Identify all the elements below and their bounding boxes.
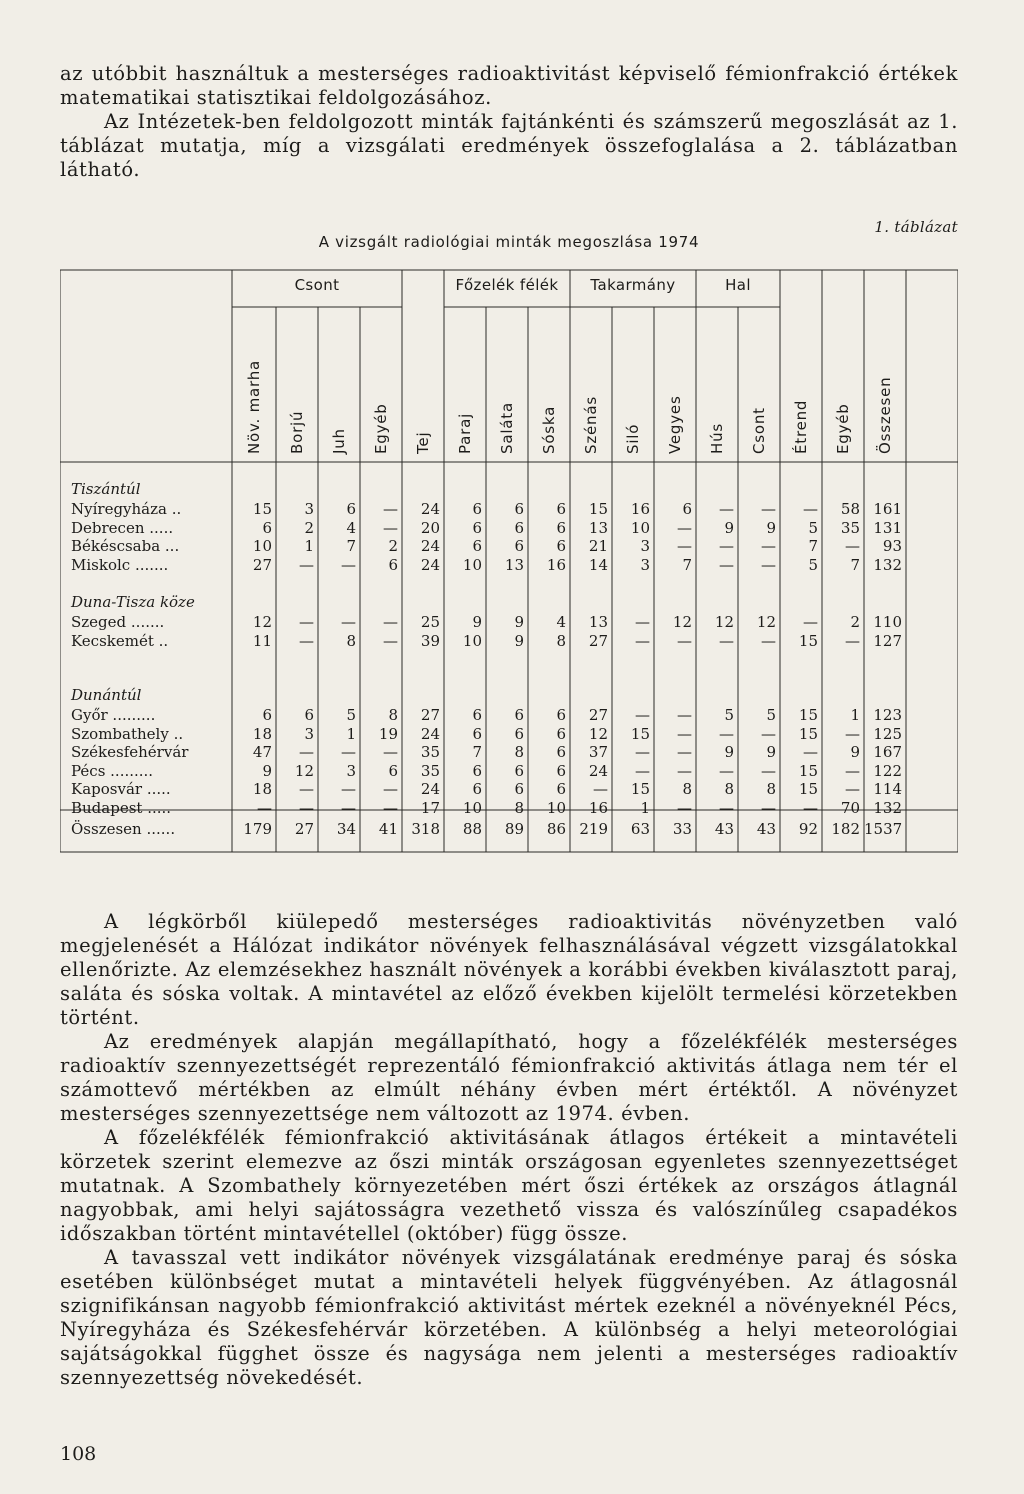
table-cell: 9	[724, 743, 734, 761]
table-cell: 6	[472, 537, 482, 555]
column-heading: Sóska	[540, 405, 558, 454]
table-cell: 12	[588, 724, 608, 743]
table-cell: —	[341, 798, 356, 817]
table-cell: —	[383, 743, 398, 761]
table-cell: —	[635, 613, 650, 631]
table-cell: —	[761, 631, 776, 650]
table-cell: —	[677, 798, 692, 817]
table-cell: 15	[798, 724, 818, 743]
table-cell: 125	[873, 724, 902, 743]
table-cell: —	[845, 537, 860, 555]
table-cell: 6	[682, 500, 692, 518]
table-cell: 10	[546, 798, 566, 817]
table-cell: 16	[588, 798, 608, 817]
table-cell: —	[719, 798, 734, 817]
table-cell: —	[635, 743, 650, 761]
table-cell: —	[383, 798, 398, 817]
table-cell: —	[719, 724, 734, 743]
table-cell: 6	[472, 518, 482, 537]
table-cell: —	[341, 613, 356, 631]
table-cell: —	[845, 631, 860, 650]
table-cell: 17	[420, 798, 440, 817]
table-cell: 10	[630, 518, 650, 537]
table-cell: —	[593, 780, 608, 798]
table-cell: —	[257, 798, 272, 817]
table-cell: 1537	[864, 820, 903, 838]
table-cell: 58	[840, 500, 860, 518]
table-cell: 167	[873, 743, 902, 761]
column-heading: Összesen	[876, 376, 894, 454]
table-cell: 12	[714, 613, 734, 631]
table-cell: 6	[388, 555, 398, 574]
table-cell: —	[761, 537, 776, 555]
row-label: Székesfehérvár	[71, 743, 189, 761]
table-cell: 11	[252, 631, 272, 650]
table-number: 1. táblázat	[874, 218, 958, 236]
table-cell: 6	[514, 724, 524, 743]
table-cell: —	[677, 761, 692, 780]
table-cell: 27	[588, 706, 608, 724]
table-cell: 7	[808, 537, 818, 555]
column-heading: Vegyes	[666, 395, 684, 454]
table-cell: 15	[798, 780, 818, 798]
table-cell: —	[635, 706, 650, 724]
table-cell: 6	[346, 500, 356, 518]
intro-paragraph-2: Az Intézetek-ben feldolgozott minták fajtánkénti és számszerű megoszlását az 1. táblázat mutatja, míg a vizsgálati eredmények összefoglalása a 2. táblázatban látható.	[60, 110, 958, 181]
table-cell: —	[719, 761, 734, 780]
table-cell: —	[719, 555, 734, 574]
table-cell: 13	[588, 518, 608, 537]
table-cell: 27	[252, 555, 272, 574]
table-cell: —	[383, 613, 398, 631]
table-cell: 7	[472, 743, 482, 761]
table-cell: 5	[346, 706, 356, 724]
table-cell: 4	[556, 613, 566, 631]
table-cell: 27	[588, 631, 608, 650]
table-cell: 6	[556, 500, 566, 518]
column-heading: Egyéb	[834, 403, 852, 454]
table-cell: 18	[252, 724, 272, 743]
table-cell: 6	[514, 500, 524, 518]
table-cell: 6	[514, 780, 524, 798]
table-cell: 8	[346, 631, 356, 650]
table-cell: 6	[472, 761, 482, 780]
table-cell: 24	[420, 724, 440, 743]
table-cell: 33	[672, 820, 692, 838]
table-cell: 9	[514, 613, 524, 631]
table-cell: 6	[304, 706, 314, 724]
table-cell: 15	[588, 500, 608, 518]
table-cell: 1	[850, 706, 860, 724]
table-cell: 6	[556, 780, 566, 798]
table-cell: 6	[472, 706, 482, 724]
group-heading: Csont	[294, 276, 340, 294]
table-cell: 35	[420, 761, 440, 780]
table-cell: 318	[411, 820, 440, 838]
table-cell: —	[803, 798, 818, 817]
row-label: Debrecen .....	[71, 518, 174, 537]
table-cell: 20	[420, 518, 440, 537]
column-heading: Borjú	[288, 410, 306, 454]
table-cell: 14	[588, 555, 608, 574]
table-cell: —	[845, 724, 860, 743]
table-cell: 6	[262, 518, 272, 537]
column-heading: Tej	[414, 431, 432, 454]
table-cell: 2	[850, 613, 860, 631]
table-cell: 7	[682, 555, 692, 574]
column-heading: Saláta	[498, 402, 516, 454]
table-cell: 132	[873, 798, 902, 817]
body-paragraph-1: A légkörből kiülepedő mesterséges radioaktivitás növényzetben való megjelenését a Hálózat indikátor növények felhasználásával végzett vizsgálatokkal ellenőrizte. Az elemzésekhez használt növények a korábbi években kiválasztott paraj, saláta és sóska voltak. A mintavétel az előző években kijelölt termelési körzetekben történt.	[60, 910, 958, 1029]
table-cell: —	[383, 518, 398, 537]
table-cell: 2	[388, 537, 398, 555]
table-cell: —	[761, 500, 776, 518]
table-cell: —	[761, 724, 776, 743]
group-heading: Takarmány	[590, 276, 676, 294]
table-cell: 35	[840, 518, 860, 537]
table-cell: 8	[514, 798, 524, 817]
table-cell: 15	[798, 761, 818, 780]
table-cell: —	[677, 724, 692, 743]
table-cell: 35	[420, 743, 440, 761]
group-heading: Főzelék félék	[455, 276, 559, 294]
table-cell: 41	[378, 820, 398, 838]
column-heading: Hús	[708, 422, 726, 454]
column-heading: Csont	[750, 407, 768, 454]
table-cell: —	[341, 743, 356, 761]
table-title-text: A vizsgált radiológiai minták megoszlása 1974	[318, 233, 700, 251]
row-label: Nyíregyháza ..	[71, 500, 182, 518]
row-label: Pécs .........	[71, 761, 154, 780]
table-cell: —	[761, 555, 776, 574]
table-cell: 43	[714, 820, 734, 838]
table-cell: 4	[346, 518, 356, 537]
column-heading: Paraj	[456, 412, 474, 454]
table-cell: 9	[514, 631, 524, 650]
table-cell: 3	[304, 500, 314, 518]
column-heading: Siló	[624, 423, 642, 454]
table-cell: 6	[514, 537, 524, 555]
row-label: Szeged .......	[71, 613, 165, 631]
table-cell: 15	[630, 780, 650, 798]
row-label: Miskolc .......	[71, 555, 169, 574]
table-cell: 24	[420, 500, 440, 518]
table-cell: 92	[798, 820, 818, 838]
table-cell: 89	[504, 820, 524, 838]
row-label: Kaposvár .....	[71, 780, 171, 798]
column-heading: Juh	[330, 428, 348, 454]
table-cell: 6	[556, 743, 566, 761]
table-cell: 12	[252, 613, 272, 631]
table-cell: 27	[420, 706, 440, 724]
table-cell: —	[719, 631, 734, 650]
table-cell: —	[845, 780, 860, 798]
table-cell: 21	[588, 537, 608, 555]
table-cell: 110	[873, 613, 902, 631]
table-cell: 3	[640, 555, 650, 574]
table-cell: 6	[514, 761, 524, 780]
table-cell: 25	[420, 613, 440, 631]
body-paragraph-2: Az eredmények alapján megállapítható, hogy a főzelékfélék mesterséges radioaktív szennyezettségét reprezentáló fémionfrakció aktivitás átlaga nem tér el számottevő mértékben az elmúlt néhány évben mért értéktől. A növényzet mesterséges szennyezettsége nem változott az 1974. évben.	[60, 1030, 958, 1125]
table-cell: 122	[873, 761, 902, 780]
table-cell: 13	[504, 555, 524, 574]
table-cell: 1	[304, 537, 314, 555]
table-cell: 6	[514, 518, 524, 537]
table-cell: 3	[346, 761, 356, 780]
table-cell: —	[719, 500, 734, 518]
table-cell: 10	[462, 798, 482, 817]
table-cell: 86	[546, 820, 566, 838]
table-cell: —	[677, 631, 692, 650]
table-cell: 10	[462, 631, 482, 650]
sample-distribution-table	[60, 262, 958, 862]
table-cell: 131	[873, 518, 902, 537]
table-cell: 24	[420, 555, 440, 574]
table-cell: —	[635, 761, 650, 780]
table-cell: 6	[556, 518, 566, 537]
region-label: Duna-Tisza köze	[71, 593, 195, 611]
body-paragraph-3: A főzelékfélék fémionfrakció aktivitásának átlagos értékeit a mintavételi körzetek szerint elemezve az őszi minták országosan egyenletes szennyezettséget mutatnak. A Szombathely környezetében mért őszi értékek az országos átlagnál nagyobbak, ami helyi sajátosságra vezethető vissza és valószínűleg csapadékos időszakban történt mintavétellel (október) függ össze.	[60, 1126, 958, 1245]
table-cell: 9	[472, 613, 482, 631]
table-cell: 6	[472, 500, 482, 518]
table-cell: 132	[873, 555, 902, 574]
table-cell: 1	[640, 798, 650, 817]
table-cell: 15	[252, 500, 272, 518]
table-cell: 7	[346, 537, 356, 555]
table-cell: 3	[640, 537, 650, 555]
table-cell: —	[383, 780, 398, 798]
table-cell: 12	[672, 613, 692, 631]
table-cell: 6	[556, 706, 566, 724]
table-cell: 37	[588, 743, 608, 761]
table-cell: 15	[798, 631, 818, 650]
table-cell: 13	[588, 613, 608, 631]
table-cell: 47	[252, 743, 272, 761]
body-paragraph-4: A tavasszal vett indikátor növények vizsgálatának eredménye paraj és sóska esetében különbséget mutat a mintavételi helyek függvényében. Az átlagosnál szignifikánsan nagyobb fémionfrakció aktivitást mértek ezeknél a növényeknél Pécs, Nyíregyháza és Székesfehérvár körzetében. A különbség a helyi meteorológiai sajátságokkal függhet össze és nagysága nem jelenti a mesterséges radioaktív szennyezettség növekedését.	[60, 1246, 958, 1389]
region-label: Tiszántúl	[71, 480, 141, 498]
table-cell: —	[299, 743, 314, 761]
table-cell: 7	[850, 555, 860, 574]
table-cell: 27	[294, 820, 314, 838]
table-cell: 6	[472, 780, 482, 798]
table-cell: 10	[252, 537, 272, 555]
table-cell: —	[845, 761, 860, 780]
row-label: Békéscsaba ...	[71, 537, 180, 555]
group-heading: Hal	[725, 276, 751, 294]
table-cell: 8	[514, 743, 524, 761]
table-cell: 6	[556, 761, 566, 780]
table-cell: 70	[840, 798, 860, 817]
table-cell: 5	[766, 706, 776, 724]
table-cell: 24	[420, 537, 440, 555]
table-cell: 9	[724, 518, 734, 537]
table-cell: 5	[808, 555, 818, 574]
row-label: Összesen ......	[71, 820, 176, 838]
table-cell: 10	[462, 555, 482, 574]
table-cell: 5	[808, 518, 818, 537]
table-cell: 8	[556, 631, 566, 650]
table-cell: 114	[873, 780, 902, 798]
table-cell: 5	[724, 706, 734, 724]
table-cell: 93	[882, 537, 902, 555]
table-cell: 179	[243, 820, 272, 838]
table-title	[0, 233, 1024, 251]
intro-paragraph-1: az utóbbit használtuk a mesterséges radioaktivitást képviselő fémionfrakció értékek matematikai statisztikai feldolgozásához.	[60, 62, 958, 109]
table-cell: 18	[252, 780, 272, 798]
table-cell: —	[719, 537, 734, 555]
table-cell: 8	[766, 780, 776, 798]
table-cell: —	[635, 631, 650, 650]
table-cell: —	[761, 761, 776, 780]
column-heading: Étrend	[792, 399, 810, 454]
row-label: Győr .........	[71, 706, 156, 724]
table-cell: 9	[850, 743, 860, 761]
table-cell: —	[299, 780, 314, 798]
table-cell: 2	[304, 518, 314, 537]
table-cell: —	[341, 555, 356, 574]
table-cell: 63	[630, 820, 650, 838]
table-cell: 19	[378, 724, 398, 743]
table-cell: 12	[294, 761, 314, 780]
table-cell: —	[383, 500, 398, 518]
table-cell: —	[761, 798, 776, 817]
table-cell: —	[383, 631, 398, 650]
table-cell: 9	[766, 743, 776, 761]
table-cell: 1	[346, 724, 356, 743]
table-cell: —	[677, 518, 692, 537]
table-cell: —	[299, 555, 314, 574]
table-cell: 15	[630, 724, 650, 743]
table-cell: 9	[766, 518, 776, 537]
table-cell: —	[677, 743, 692, 761]
column-heading: Növ. marha	[245, 359, 263, 454]
column-heading: Egyéb	[372, 403, 390, 454]
body-text	[60, 910, 958, 1390]
table-cell: 88	[462, 820, 482, 838]
column-heading: Szénás	[582, 396, 600, 454]
table-cell: 8	[682, 780, 692, 798]
table-cell: 161	[873, 500, 902, 518]
table-cell: 182	[831, 820, 860, 838]
table-cell: —	[677, 537, 692, 555]
table-cell: 39	[420, 631, 440, 650]
table-cell: 6	[556, 537, 566, 555]
table-cell: 123	[873, 706, 902, 724]
row-label: Kecskemét ..	[71, 631, 169, 650]
table-cell: 6	[556, 724, 566, 743]
row-label: Budapest .....	[71, 798, 172, 817]
table-cell: —	[677, 706, 692, 724]
table-cell: 15	[798, 706, 818, 724]
row-label: Szombathely ..	[71, 724, 184, 743]
table-cell: —	[803, 500, 818, 518]
table-cell: 24	[420, 780, 440, 798]
table-cell: 9	[262, 761, 272, 780]
table-cell: 43	[756, 820, 776, 838]
table-cell: 16	[546, 555, 566, 574]
table-cell: —	[299, 798, 314, 817]
table-cell: —	[299, 613, 314, 631]
table-cell: 3	[304, 724, 314, 743]
intro-text	[60, 62, 958, 182]
table-cell: 6	[514, 706, 524, 724]
table-cell: 24	[588, 761, 608, 780]
page-number: 108	[60, 1443, 97, 1465]
table-cell: 6	[388, 761, 398, 780]
table-cell: —	[299, 631, 314, 650]
table-cell: —	[803, 613, 818, 631]
table-cell: 34	[336, 820, 356, 838]
table-cell: —	[803, 743, 818, 761]
table-cell: 127	[873, 631, 902, 650]
table-cell: 16	[630, 500, 650, 518]
table-cell: 8	[388, 706, 398, 724]
table-cell: 6	[472, 724, 482, 743]
table-cell: 12	[756, 613, 776, 631]
region-label: Dunántúl	[71, 686, 142, 704]
table-cell: 8	[724, 780, 734, 798]
table-cell: —	[341, 780, 356, 798]
table-cell: 6	[262, 706, 272, 724]
table-cell: 219	[579, 820, 608, 838]
